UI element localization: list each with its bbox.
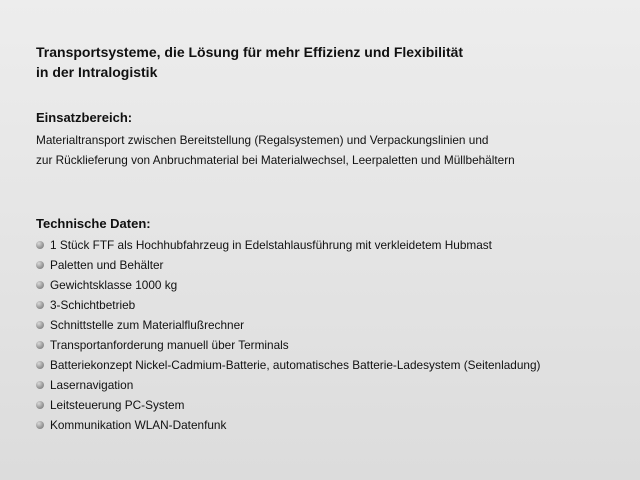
technische-daten-list: [36, 235, 626, 435]
bullet-icon: [36, 301, 44, 309]
list-item-text: 1 Stück FTF als Hochhubfahrzeug in Edelstahlausführung mit verkleidetem Hubmast: [50, 238, 492, 252]
title-line-1: Transportsysteme, die Lösung für mehr Effizienz und Flexibilität: [36, 44, 464, 60]
list-item: [36, 315, 626, 335]
technische-daten-section: [36, 216, 626, 435]
list-item: [36, 335, 626, 355]
list-item-text: Lasernavigation: [50, 378, 134, 392]
list-item-text: 3-Schichtbetrieb: [50, 298, 136, 312]
list-item-text: Kommunikation WLAN-Datenfunk: [50, 418, 227, 432]
bullet-icon: [36, 401, 44, 409]
list-item: [36, 295, 626, 315]
list-item: [36, 355, 626, 375]
einsatzbereich-line-1: Materialtransport zwischen Bereitstellung (Regalsystemen) und Verpackungslinien und: [36, 133, 489, 147]
list-item: [36, 375, 626, 395]
list-item-text: Gewichtsklasse 1000 kg: [50, 278, 178, 292]
technische-daten-heading: Technische Daten:: [36, 216, 151, 231]
list-item-text: Paletten und Behälter: [50, 258, 164, 272]
einsatzbereich-line-2: zur Rücklieferung von Anbruchmaterial bei Materialwechsel, Leerpaletten und Müllbehältern: [36, 153, 515, 167]
einsatzbereich-section: [36, 110, 626, 170]
title-line-2: in der Intralogistik: [36, 64, 158, 80]
list-item: [36, 235, 626, 255]
bullet-icon: [36, 421, 44, 429]
list-item: [36, 415, 626, 435]
list-item-text: Schnittstelle zum Materialflußrechner: [50, 318, 245, 332]
page-title: [36, 42, 616, 82]
bullet-icon: [36, 241, 44, 249]
einsatzbereich-heading: Einsatzbereich:: [36, 110, 133, 125]
bullet-icon: [36, 341, 44, 349]
bullet-icon: [36, 321, 44, 329]
bullet-icon: [36, 381, 44, 389]
bullet-icon: [36, 261, 44, 269]
list-item: [36, 275, 626, 295]
list-item: [36, 255, 626, 275]
bullet-icon: [36, 361, 44, 369]
list-item: [36, 395, 626, 415]
list-item-text: Batteriekonzept Nickel-Cadmium-Batterie, automatisches Batterie-Ladesystem (Seitenladung): [50, 358, 541, 372]
bullet-icon: [36, 281, 44, 289]
list-item-text: Leitsteuerung PC-System: [50, 398, 185, 412]
list-item-text: Transportanforderung manuell über Terminals: [50, 338, 289, 352]
